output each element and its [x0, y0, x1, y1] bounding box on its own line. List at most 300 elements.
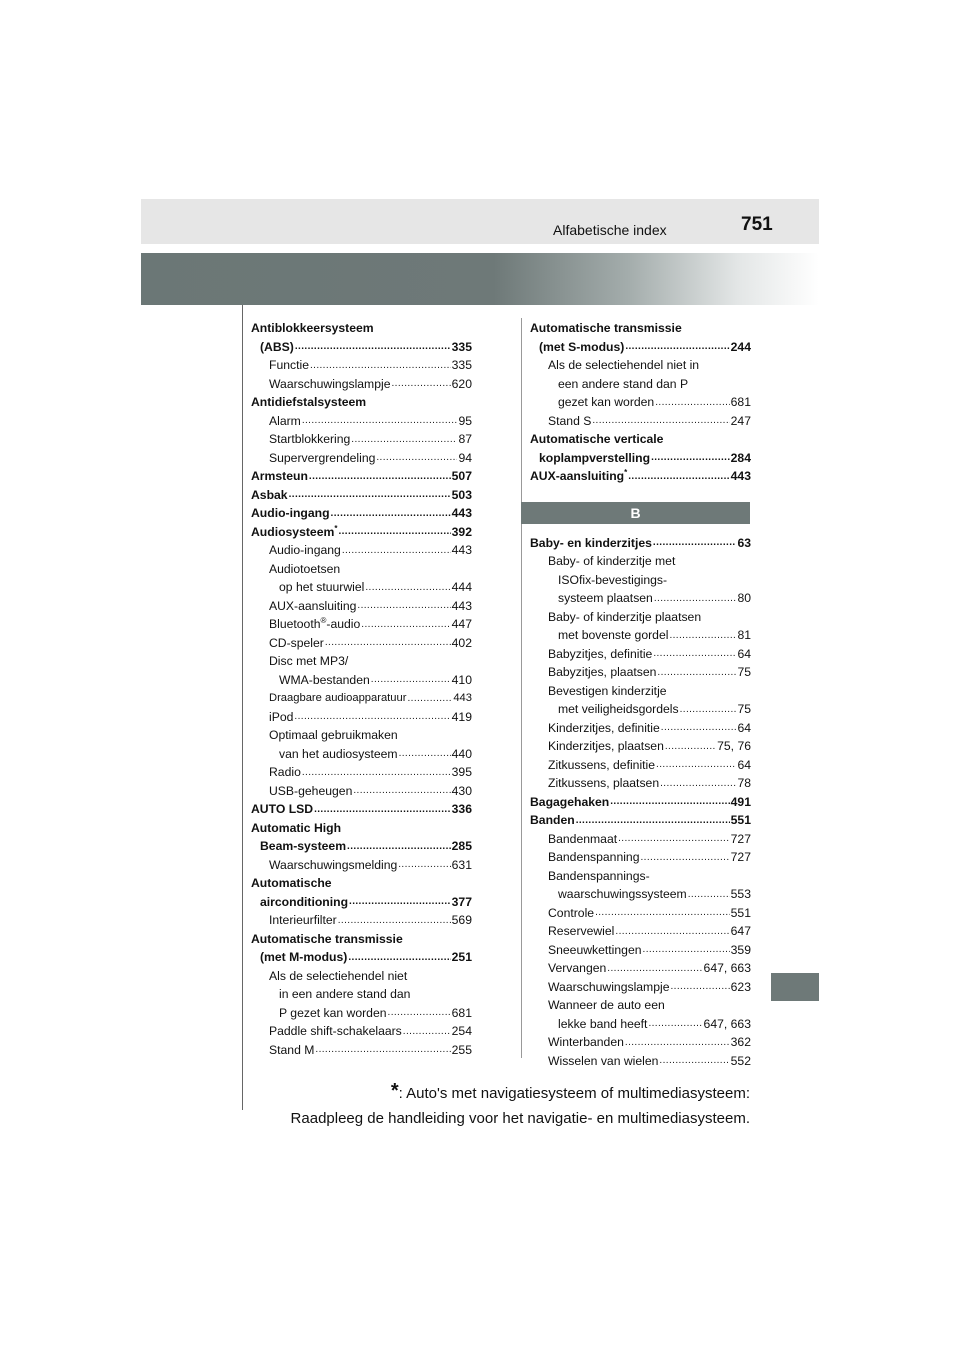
index-entry-term [530, 811, 575, 830]
index-entry [251, 800, 472, 819]
index-entry [530, 737, 751, 756]
index-entry-term [548, 904, 594, 923]
index-entry-text: Bagagehaken [530, 794, 610, 809]
index-entry-term [279, 1004, 387, 1023]
index-entry-text: Vervangen [548, 961, 607, 975]
index-entry [251, 745, 472, 764]
index-entry [530, 959, 751, 978]
index-entry-text: Bluetooth [269, 617, 321, 631]
index-entry-text: Banden [530, 813, 575, 827]
index-entry-term [260, 948, 347, 967]
index-entry-term [548, 941, 642, 960]
index-entry [251, 911, 472, 930]
dot-leader [398, 859, 450, 871]
index-entry-page: 64 [737, 757, 751, 772]
index-entry-term [530, 319, 682, 338]
index-entry [530, 393, 751, 412]
index-entry [251, 893, 472, 912]
index-entry-term [558, 571, 667, 590]
dot-leader [654, 593, 737, 605]
index-entry-text: met bovenste gordel [558, 628, 669, 642]
dot-leader [656, 759, 736, 771]
index-entry-page: 681 [730, 395, 751, 409]
index-entry [530, 904, 751, 923]
index-entry-page: 255 [451, 1042, 472, 1057]
index-entry-page: 430 [451, 783, 472, 798]
dot-leader [655, 397, 729, 409]
index-entry-term [548, 608, 701, 627]
index-entry-page: 620 [451, 376, 472, 391]
index-entry [530, 978, 751, 997]
footnote-marker: * [390, 1080, 399, 1102]
index-entry [530, 449, 751, 468]
dot-leader [376, 452, 457, 464]
footnote-line-1 [291, 1079, 750, 1106]
dot-leader [347, 841, 451, 853]
dot-leader [592, 415, 729, 427]
index-entry [251, 985, 472, 1004]
index-entry [530, 430, 751, 449]
index-entry [251, 467, 472, 486]
index-entry-page: 64 [737, 646, 751, 661]
index-entry-text: Babyzitjes, definitie [548, 646, 653, 661]
index-entry-page: 63 [737, 535, 751, 550]
index-entry-page: 419 [451, 709, 472, 724]
index-entry-text: Bandenspannings- [548, 868, 650, 883]
dot-leader [625, 1037, 730, 1049]
index-entry-page: 80 [737, 591, 751, 605]
index-entry-term [530, 534, 652, 553]
index-entry-page: 335 [451, 339, 472, 354]
dot-leader [388, 1007, 451, 1019]
index-group-right-top [530, 319, 751, 486]
index-entry [251, 652, 472, 671]
index-entry [251, 819, 472, 838]
index-entry-term [539, 338, 624, 357]
index-entry-text: AUTO LSD [251, 802, 314, 816]
index-entry [530, 848, 751, 867]
index-entry [530, 571, 751, 590]
index-entry-term [539, 449, 650, 468]
header-bar [141, 199, 819, 244]
index-entry-term [548, 959, 606, 978]
index-entry-page: 727 [730, 831, 751, 846]
index-entry [530, 412, 751, 431]
index-entry [251, 523, 472, 542]
index-entry-term [269, 911, 337, 930]
index-entry-text-suffix: -audio [326, 617, 361, 631]
dot-leader [403, 1026, 451, 1038]
index-entry-text: Alarm [269, 413, 301, 428]
index-entry [530, 682, 751, 701]
index-entry-page: 440 [451, 746, 472, 761]
index-entry-text: (ABS) [260, 339, 294, 354]
index-entry-text: Waarschuwingslampje [269, 376, 391, 391]
index-entry-text: Automatic High [251, 820, 342, 835]
index-entry-text: Baby- of kinderzitje plaatsen [548, 609, 702, 624]
section-title: Alfabetische index [553, 222, 667, 238]
index-entry-term [269, 1041, 314, 1060]
index-entry [530, 885, 751, 904]
index-entry-term [260, 837, 346, 856]
footnote [291, 1079, 750, 1131]
index-entry-page: 244 [730, 339, 751, 354]
index-entry-term [558, 393, 654, 412]
index-entry-text: Startblokkering [269, 432, 351, 446]
footnote-line-2: Raadpleeg de handleiding voor het navigatie- en multimediasysteem. [290, 1110, 750, 1127]
dot-leader [315, 1044, 450, 1056]
index-entry [251, 634, 472, 653]
dot-leader [399, 748, 451, 760]
index-entry-text: Controle [548, 905, 595, 920]
index-entry-term [558, 700, 679, 719]
index-entry-term [548, 848, 640, 867]
index-entry-page: 569 [451, 913, 472, 927]
index-entry-term [548, 867, 650, 886]
index-entry-text: Antidiefstalsysteem [251, 395, 367, 409]
index-entry-text: Baby- of kinderzitje met [548, 554, 676, 568]
index-entry-term [269, 708, 293, 727]
dot-leader [669, 630, 736, 642]
dot-leader [651, 452, 730, 464]
dot-leader [680, 704, 737, 716]
index-entry-page: 81 [737, 628, 751, 642]
index-entry [251, 1004, 472, 1023]
index-entry-term [548, 737, 664, 756]
index-entry-term [269, 634, 324, 653]
index-entry-term [530, 793, 609, 812]
index-entry-term [269, 356, 309, 375]
index-entry [251, 615, 472, 634]
index-entry-term [269, 615, 360, 634]
index-entry-term [279, 985, 410, 1004]
dot-leader [348, 952, 450, 964]
index-entry-text: van het audiosysteem [279, 746, 398, 761]
dot-leader [595, 907, 730, 919]
index-entry-term [260, 893, 348, 912]
index-entry-term [548, 552, 675, 571]
dot-leader [653, 537, 737, 549]
index-entry [251, 430, 472, 449]
dot-leader [661, 722, 737, 734]
dot-leader [643, 944, 730, 956]
index-entry-text: Sneeuwkettingen [548, 942, 642, 957]
index-entry-term [269, 449, 375, 468]
index-entry [530, 830, 751, 849]
page-number: 751 [741, 214, 773, 235]
dot-leader [659, 1055, 729, 1067]
index-entry [530, 793, 751, 812]
dot-leader [338, 915, 451, 927]
index-entry-text: Babyzitjes, plaatsen [548, 665, 657, 679]
index-entry-page: 95 [458, 413, 472, 428]
index-entry-term [558, 375, 688, 394]
index-entry-term [269, 856, 397, 875]
dot-leader [342, 545, 451, 557]
dot-leader [665, 741, 716, 753]
index-entry-page: 284 [730, 450, 751, 465]
index-entry-term [269, 430, 350, 449]
dot-leader [648, 1018, 702, 1030]
index-entry-text: Optimaal gebruikmaken [269, 728, 398, 742]
dot-leader [607, 963, 702, 975]
index-entry-page: 78 [737, 776, 751, 790]
index-entry [251, 449, 472, 468]
index-entry [530, 626, 751, 645]
index-entry [251, 726, 472, 745]
index-entry-text: Baby- en kinderzitjes [530, 535, 652, 550]
index-entry-term [269, 375, 390, 394]
index-entry-text: Reservewiel [548, 924, 615, 938]
index-entry-text: systeem plaatsen [558, 591, 653, 605]
index-entry-superscript: * [334, 523, 338, 533]
index-entry [251, 338, 472, 357]
index-entry-term [548, 774, 659, 793]
index-entry-page: 443 [730, 469, 751, 483]
dot-leader [628, 471, 729, 483]
index-entry-term [548, 830, 617, 849]
index-entry-page: 395 [451, 765, 472, 779]
index-entry [251, 689, 472, 708]
index-entry-text: AUX-aansluiting [269, 598, 357, 613]
index-entry [251, 375, 472, 394]
index-entry [530, 319, 751, 338]
dot-leader [314, 804, 451, 816]
index-entry-text: (met S-modus) [539, 339, 625, 354]
index-entry [251, 319, 472, 338]
index-entry-page: 447 [451, 617, 472, 631]
index-entry-page: 443 [453, 692, 472, 704]
dot-leader [365, 582, 450, 594]
index-entry-text: Zitkussens, definitie [548, 757, 656, 772]
index-entry-text: Bandenmaat [548, 831, 618, 846]
index-entry-page: 94 [458, 450, 472, 465]
index-entry-text: Audio-ingang [269, 543, 341, 557]
index-entry [530, 700, 751, 719]
chapter-side-tab [771, 973, 819, 1001]
index-entry-page: 247 [730, 413, 751, 428]
index-entry-page: 443 [451, 543, 472, 557]
index-entry-text: Audiotoetsen [269, 561, 341, 576]
index-entry [251, 356, 472, 375]
index-entry-text: Automatische verticale [530, 432, 664, 446]
index-entry-term [269, 689, 406, 708]
index-entry-page: 647 [730, 924, 751, 938]
index-entry [530, 867, 751, 886]
index-entry-term [251, 523, 337, 542]
index-entry-page: 631 [451, 857, 472, 872]
index-entry-text: Armsteun [251, 469, 308, 483]
index-entry-term [548, 922, 614, 941]
index-entry-text: Automatische [251, 876, 332, 890]
index-entry-page: 336 [451, 802, 472, 816]
index-entry-term [251, 486, 288, 505]
index-entry-page: 75, 76 [717, 739, 751, 753]
index-entry-page: 362 [730, 1035, 751, 1049]
index-entry-text: Kinderzitjes, definitie [548, 720, 660, 735]
index-entry-page: 551 [730, 813, 751, 827]
index-entry-page: 681 [451, 1005, 472, 1020]
index-entry-term [269, 763, 301, 782]
index-entry-term [558, 1015, 647, 1034]
dot-leader [357, 600, 450, 612]
index-entry [530, 996, 751, 1015]
index-entry-superscript: * [624, 467, 628, 477]
dot-leader [361, 619, 450, 631]
index-entry [251, 967, 472, 986]
index-entry [530, 608, 751, 627]
index-entry [530, 338, 751, 357]
index-entry-term [548, 719, 660, 738]
index-entry-page: 285 [451, 839, 472, 853]
index-entry-text: Automatische transmissie [530, 321, 682, 335]
index-entry-term [269, 967, 407, 986]
index-entry-text: CD-speler [269, 635, 324, 650]
index-entry [530, 774, 751, 793]
index-entry-term [530, 467, 627, 486]
index-entry-page: 491 [730, 794, 751, 809]
index-entry-text: Supervergrendeling [269, 450, 376, 465]
margin-rule [242, 305, 243, 1110]
index-entry-text: Bevestigen kinderzitje [548, 683, 667, 698]
index-entry [530, 941, 751, 960]
index-entry-term [558, 626, 668, 645]
index-column-left [251, 319, 472, 1059]
index-entry-term [251, 819, 341, 838]
dot-leader [331, 508, 451, 520]
index-entry-term [269, 782, 352, 801]
index-entry-text: Winterbanden [548, 1035, 624, 1049]
index-entry-page: 75 [737, 665, 751, 679]
index-entry-page: 623 [730, 979, 751, 994]
index-entry-text: Stand M [269, 1042, 315, 1057]
index-entry-term [548, 1052, 658, 1071]
index-entry [251, 874, 472, 893]
index-entry [530, 375, 751, 394]
dot-leader [625, 341, 729, 353]
index-entry-text: Beam-systeem [260, 839, 347, 853]
footnote-text-1: : Auto's met navigatiesysteem of multimediasysteem: [398, 1085, 750, 1102]
index-entry [251, 1022, 472, 1041]
index-entry-page: 443 [451, 598, 472, 613]
index-entry-page: 64 [737, 720, 751, 735]
index-entry-text: Radio [269, 765, 301, 779]
index-entry-page: 359 [730, 942, 751, 957]
index-entry-text: Wanneer de auto een [548, 998, 665, 1012]
index-entry-term [251, 800, 313, 819]
index-entry-text: Waarschuwingslampje [548, 979, 670, 994]
index-entry-text: Asbak [251, 487, 288, 502]
column-divider [521, 318, 522, 1058]
index-entry-term [251, 874, 332, 893]
index-entry [530, 756, 751, 775]
index-entry-term [269, 412, 301, 431]
index-entry-term [279, 578, 364, 597]
index-entry-term [558, 589, 653, 608]
dot-leader [610, 796, 729, 808]
index-entry-page: 87 [458, 432, 472, 446]
dot-leader [351, 434, 457, 446]
index-entry-page: 410 [451, 672, 472, 687]
index-entry [530, 811, 751, 830]
index-entry [251, 708, 472, 727]
index-entry-text: Zitkussens, plaatsen [548, 776, 660, 790]
index-entry [251, 1041, 472, 1060]
dot-leader [353, 785, 450, 797]
index-entry-page: 377 [451, 894, 472, 909]
index-entry-text: gezet kan worden [558, 395, 655, 409]
dot-leader [657, 667, 736, 679]
index-entry-term [548, 996, 665, 1015]
index-entry-text: Functie [269, 358, 309, 372]
index-entry [530, 663, 751, 682]
dot-leader [294, 711, 450, 723]
index-entry-text: in een andere stand dan [279, 987, 411, 1001]
chapter-band [141, 253, 819, 305]
index-entry-text: Als de selectiehendel niet [269, 968, 408, 983]
index-entry [251, 856, 472, 875]
index-entry-text: USB-geheugen [269, 783, 353, 798]
index-entry [530, 719, 751, 738]
dot-leader [295, 341, 451, 353]
index-entry-page: 551 [730, 905, 751, 920]
index-entry [530, 467, 751, 486]
index-entry [530, 356, 751, 375]
index-entry [530, 552, 751, 571]
index-entry [530, 1033, 751, 1052]
index-entry [251, 504, 472, 523]
index-entry-term [251, 504, 330, 523]
index-entry-term [548, 756, 655, 775]
dot-leader [325, 637, 451, 649]
index-entry-page: 444 [451, 580, 472, 594]
index-entry-text: Draagbare audioapparatuur [269, 692, 407, 704]
index-entry-text: Interieurfilter [269, 913, 337, 927]
index-entry-page: 552 [730, 1053, 751, 1068]
index-entry-text: Antiblokkeersysteem [251, 321, 374, 335]
index-entry-text: Waarschuwingsmelding [269, 857, 398, 872]
dot-leader [641, 852, 730, 864]
index-entry-text: AUX-aansluiting [530, 469, 625, 483]
index-entry-term [530, 430, 663, 449]
index-entry [530, 1015, 751, 1034]
index-entry [251, 763, 472, 782]
index-entry-page: 727 [730, 850, 751, 864]
dot-leader [310, 360, 451, 372]
index-entry [251, 578, 472, 597]
index-entry-term [269, 541, 341, 560]
index-entry-term [548, 978, 669, 997]
index-column-right [530, 319, 751, 1070]
index-entry-page: 507 [451, 469, 472, 483]
index-entry [251, 486, 472, 505]
dot-leader [391, 378, 450, 390]
index-entry [251, 671, 472, 690]
section-letter-b: B [521, 502, 750, 524]
index-entry [530, 589, 751, 608]
index-entry [251, 948, 472, 967]
index-entry-page: 647, 663 [703, 961, 751, 975]
index-entry-text: iPod [269, 709, 294, 724]
index-entry-text: Automatische transmissie [251, 931, 403, 946]
index-entry-page: 647, 663 [703, 1016, 751, 1031]
dot-leader [309, 471, 451, 483]
index-entry-text: Kinderzitjes, plaatsen [548, 739, 664, 753]
index-entry-page: 75 [737, 702, 751, 716]
index-entry-superscript: ® [320, 615, 327, 625]
index-entry-text: Als de selectiehendel niet in [548, 358, 700, 372]
index-entry-term [260, 338, 294, 357]
